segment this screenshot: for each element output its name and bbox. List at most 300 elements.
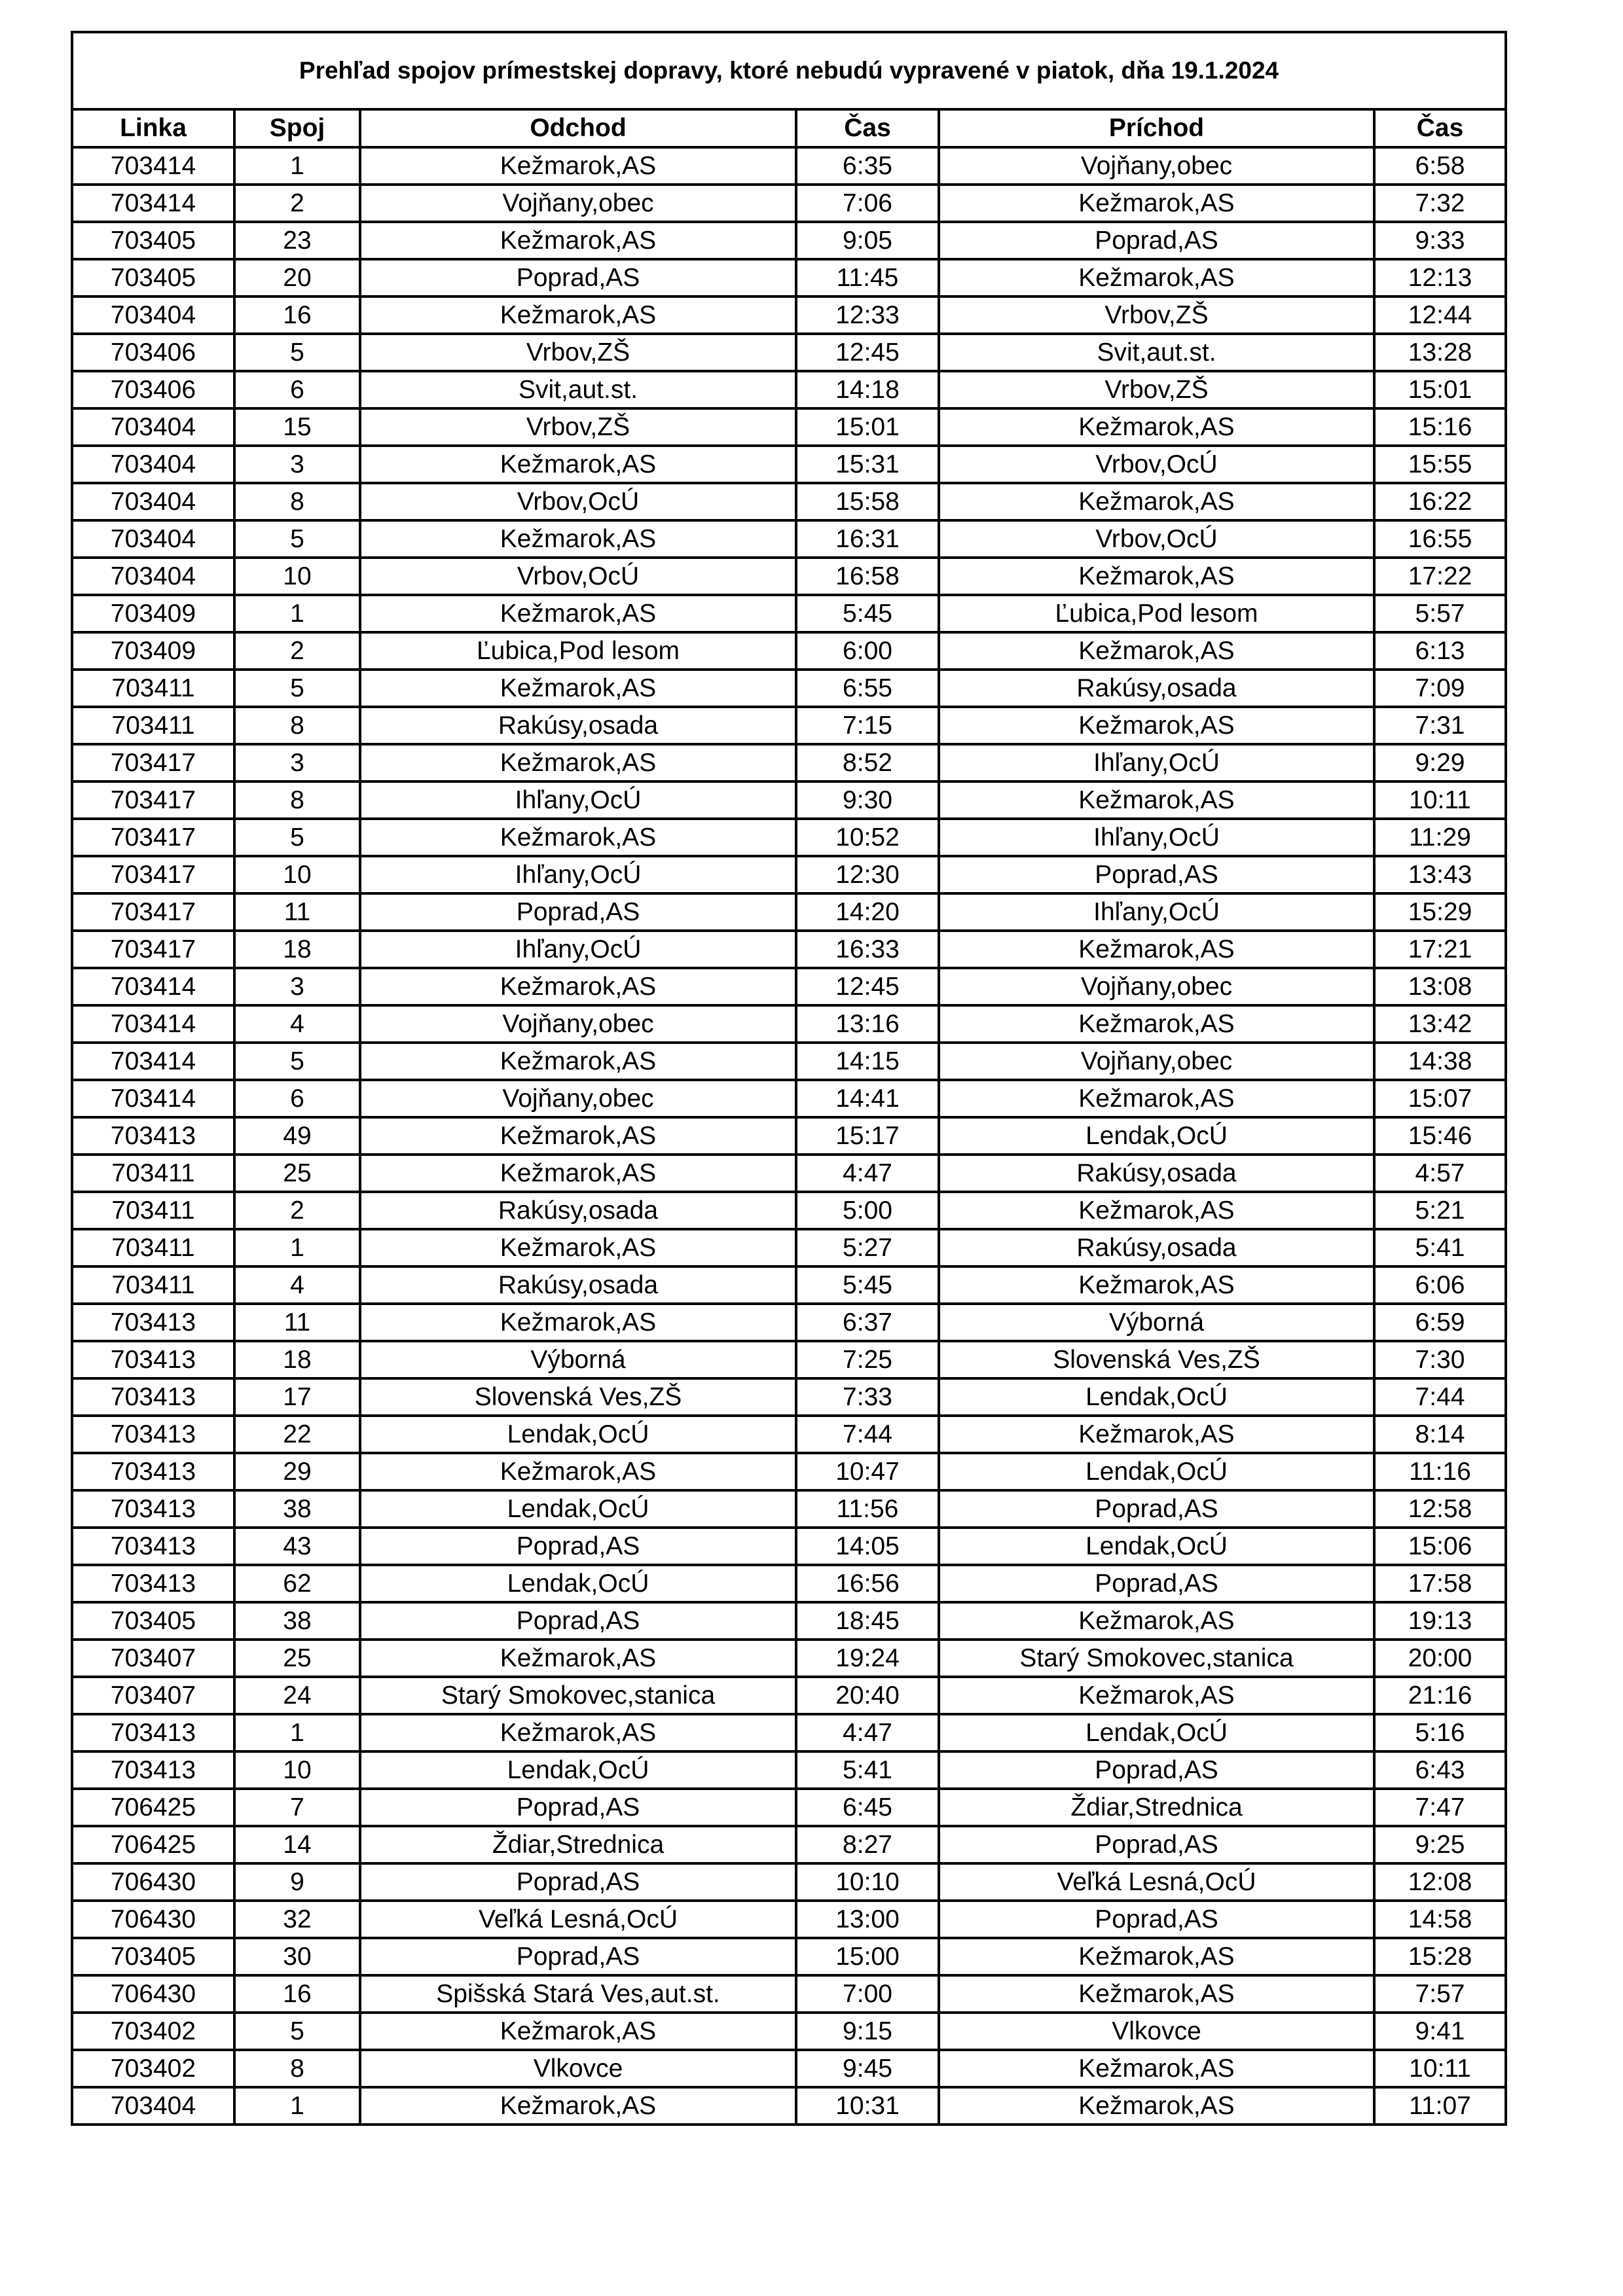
departure-time-cell: 4:47 (796, 1714, 939, 1751)
departure-stop-cell: Starý Smokovec,stanica (360, 1677, 796, 1714)
arrival-time-cell: 17:22 (1374, 558, 1506, 595)
linka-cell: 703411 (72, 1266, 234, 1304)
spoj-cell: 11 (234, 1304, 360, 1341)
arrival-time-cell: 12:44 (1374, 296, 1506, 334)
spoj-cell: 38 (234, 1602, 360, 1640)
arrival-stop-cell: Vlkovce (939, 2013, 1374, 2050)
linka-cell: 703414 (72, 1043, 234, 1080)
linka-cell: 703404 (72, 408, 234, 446)
table-row (72, 1528, 1506, 1565)
spoj-cell: 1 (234, 595, 360, 632)
departure-time-cell: 10:47 (796, 1453, 939, 1490)
table-row (72, 1155, 1506, 1192)
linka-cell: 703409 (72, 632, 234, 670)
departure-time-cell: 8:27 (796, 1826, 939, 1863)
linka-cell: 703414 (72, 185, 234, 222)
departure-stop-cell: Kežmarok,AS (360, 1117, 796, 1155)
departure-time-cell: 8:52 (796, 744, 939, 781)
departure-stop-cell: Ždiar,Strednica (360, 1826, 796, 1863)
arrival-time-cell: 9:29 (1374, 744, 1506, 781)
departure-time-cell: 14:20 (796, 893, 939, 931)
departure-time-cell: 5:45 (796, 595, 939, 632)
departure-time-cell: 9:15 (796, 2013, 939, 2050)
linka-cell: 703411 (72, 670, 234, 707)
arrival-time-cell: 6:06 (1374, 1266, 1506, 1304)
table-row (72, 147, 1506, 185)
departure-time-cell: 10:52 (796, 819, 939, 856)
table-row (72, 446, 1506, 483)
arrival-time-cell: 12:58 (1374, 1490, 1506, 1528)
departure-stop-cell: Spišská Stará Ves,aut.st. (360, 1975, 796, 2013)
spoj-cell: 10 (234, 558, 360, 595)
departure-stop-cell: Vojňany,obec (360, 1005, 796, 1043)
table-row (72, 781, 1506, 819)
linka-cell: 703414 (72, 147, 234, 185)
arrival-time-cell: 5:57 (1374, 595, 1506, 632)
departure-stop-cell: Kežmarok,AS (360, 2013, 796, 2050)
arrival-time-cell: 8:14 (1374, 1416, 1506, 1453)
spoj-cell: 1 (234, 147, 360, 185)
departure-time-cell: 14:41 (796, 1080, 939, 1117)
table-row (72, 1490, 1506, 1528)
table-row (72, 2013, 1506, 2050)
departure-time-cell: 9:05 (796, 222, 939, 259)
arrival-time-cell: 15:28 (1374, 1938, 1506, 1975)
spoj-cell: 25 (234, 1155, 360, 1192)
arrival-stop-cell: Lendak,OcÚ (939, 1453, 1374, 1490)
departure-time-cell: 11:56 (796, 1490, 939, 1528)
arrival-time-cell: 7:30 (1374, 1341, 1506, 1378)
departure-stop-cell: Lendak,OcÚ (360, 1751, 796, 1789)
table-row (72, 1378, 1506, 1416)
table-row (72, 1938, 1506, 1975)
departure-time-cell: 14:18 (796, 371, 939, 408)
arrival-stop-cell: Kežmarok,AS (939, 483, 1374, 520)
departure-stop-cell: Kežmarok,AS (360, 595, 796, 632)
departure-time-cell: 7:33 (796, 1378, 939, 1416)
arrival-stop-cell: Výborná (939, 1304, 1374, 1341)
table-row (72, 632, 1506, 670)
departure-time-cell: 12:45 (796, 334, 939, 371)
departure-stop-cell: Poprad,AS (360, 1789, 796, 1826)
arrival-time-cell: 9:25 (1374, 1826, 1506, 1863)
departure-time-cell: 10:10 (796, 1863, 939, 1901)
arrival-time-cell: 15:16 (1374, 408, 1506, 446)
title-row (72, 32, 1506, 109)
arrival-stop-cell: Kežmarok,AS (939, 1192, 1374, 1229)
spoj-cell: 16 (234, 1975, 360, 2013)
departure-stop-cell: Vlkovce (360, 2050, 796, 2087)
spoj-cell: 10 (234, 856, 360, 893)
arrival-time-cell: 17:58 (1374, 1565, 1506, 1602)
arrival-stop-cell: Svit,aut.st. (939, 334, 1374, 371)
arrival-stop-cell: Lendak,OcÚ (939, 1714, 1374, 1751)
departure-stop-cell: Vrbov,OcÚ (360, 558, 796, 595)
departure-stop-cell: Vojňany,obec (360, 185, 796, 222)
spoj-cell: 7 (234, 1789, 360, 1826)
departure-time-cell: 16:58 (796, 558, 939, 595)
departure-time-cell: 15:17 (796, 1117, 939, 1155)
arrival-stop-cell: Lendak,OcÚ (939, 1378, 1374, 1416)
schedule-sheet (71, 31, 1504, 2126)
spoj-cell: 20 (234, 259, 360, 296)
column-header-spoj: Spoj (234, 109, 360, 147)
arrival-stop-cell: Kežmarok,AS (939, 1416, 1374, 1453)
table-row (72, 483, 1506, 520)
linka-cell: 703404 (72, 2087, 234, 2125)
departure-stop-cell: Kežmarok,AS (360, 1304, 796, 1341)
linka-cell: 703413 (72, 1565, 234, 1602)
linka-cell: 703413 (72, 1117, 234, 1155)
table-row (72, 408, 1506, 446)
linka-cell: 703404 (72, 483, 234, 520)
linka-cell: 703406 (72, 334, 234, 371)
arrival-stop-cell: Vojňany,obec (939, 147, 1374, 185)
arrival-stop-cell: Kežmarok,AS (939, 1975, 1374, 2013)
linka-cell: 703404 (72, 296, 234, 334)
table-row (72, 1640, 1506, 1677)
linka-cell: 703405 (72, 1602, 234, 1640)
linka-cell: 703405 (72, 259, 234, 296)
spoj-cell: 8 (234, 2050, 360, 2087)
arrival-stop-cell: Kežmarok,AS (939, 1005, 1374, 1043)
departure-stop-cell: Ľubica,Pod lesom (360, 632, 796, 670)
linka-cell: 703405 (72, 222, 234, 259)
departure-time-cell: 6:45 (796, 1789, 939, 1826)
arrival-stop-cell: Ľubica,Pod lesom (939, 595, 1374, 632)
spoj-cell: 24 (234, 1677, 360, 1714)
linka-cell: 703413 (72, 1751, 234, 1789)
departure-stop-cell: Kežmarok,AS (360, 819, 796, 856)
departure-time-cell: 5:41 (796, 1751, 939, 1789)
departure-stop-cell: Kežmarok,AS (360, 670, 796, 707)
departure-stop-cell: Kežmarok,AS (360, 1640, 796, 1677)
document-title: Prehľad spojov prímestskej dopravy, ktoré nebudú vypravené v piatok, dňa 19.1.2024 (72, 32, 1506, 109)
departure-stop-cell: Poprad,AS (360, 893, 796, 931)
linka-cell: 703414 (72, 1080, 234, 1117)
departure-time-cell: 19:24 (796, 1640, 939, 1677)
departure-time-cell: 12:45 (796, 968, 939, 1005)
arrival-stop-cell: Kežmarok,AS (939, 1938, 1374, 1975)
linka-cell: 703411 (72, 707, 234, 744)
departure-stop-cell: Kežmarok,AS (360, 1043, 796, 1080)
linka-cell: 703404 (72, 446, 234, 483)
arrival-time-cell: 21:16 (1374, 1677, 1506, 1714)
departure-stop-cell: Vrbov,ZŠ (360, 334, 796, 371)
table-row (72, 1416, 1506, 1453)
linka-cell: 703407 (72, 1640, 234, 1677)
departure-time-cell: 4:47 (796, 1155, 939, 1192)
departure-time-cell: 7:00 (796, 1975, 939, 2013)
linka-cell: 706430 (72, 1975, 234, 2013)
table-body (72, 147, 1506, 2125)
table-row (72, 2087, 1506, 2125)
table-row (72, 670, 1506, 707)
table-row (72, 296, 1506, 334)
departure-stop-cell: Kežmarok,AS (360, 296, 796, 334)
departure-stop-cell: Veľká Lesná,OcÚ (360, 1901, 796, 1938)
table-row (72, 819, 1506, 856)
departure-time-cell: 16:33 (796, 931, 939, 968)
spoj-cell: 8 (234, 707, 360, 744)
arrival-stop-cell: Kežmarok,AS (939, 185, 1374, 222)
linka-cell: 703405 (72, 1938, 234, 1975)
linka-cell: 703417 (72, 893, 234, 931)
departure-time-cell: 5:45 (796, 1266, 939, 1304)
table-row (72, 931, 1506, 968)
departure-stop-cell: Lendak,OcÚ (360, 1565, 796, 1602)
arrival-time-cell: 11:07 (1374, 2087, 1506, 2125)
spoj-cell: 2 (234, 185, 360, 222)
arrival-stop-cell: Poprad,AS (939, 1826, 1374, 1863)
spoj-cell: 3 (234, 446, 360, 483)
departure-stop-cell: Kežmarok,AS (360, 1453, 796, 1490)
table-row (72, 968, 1506, 1005)
table-row (72, 1789, 1506, 1826)
spoj-cell: 9 (234, 1863, 360, 1901)
arrival-stop-cell: Slovenská Ves,ZŠ (939, 1341, 1374, 1378)
departure-time-cell: 14:05 (796, 1528, 939, 1565)
spoj-cell: 1 (234, 2087, 360, 2125)
spoj-cell: 25 (234, 1640, 360, 1677)
departure-time-cell: 5:27 (796, 1229, 939, 1266)
departure-stop-cell: Slovenská Ves,ZŠ (360, 1378, 796, 1416)
departure-time-cell: 16:31 (796, 520, 939, 558)
departure-stop-cell: Kežmarok,AS (360, 446, 796, 483)
arrival-time-cell: 14:38 (1374, 1043, 1506, 1080)
arrival-time-cell: 17:21 (1374, 931, 1506, 968)
linka-cell: 703411 (72, 1192, 234, 1229)
arrival-stop-cell: Poprad,AS (939, 1490, 1374, 1528)
arrival-time-cell: 13:28 (1374, 334, 1506, 371)
departure-stop-cell: Kežmarok,AS (360, 520, 796, 558)
departure-time-cell: 9:45 (796, 2050, 939, 2087)
table-row (72, 1751, 1506, 1789)
departure-time-cell: 15:31 (796, 446, 939, 483)
table-row (72, 1266, 1506, 1304)
arrival-stop-cell: Poprad,AS (939, 222, 1374, 259)
arrival-time-cell: 7:09 (1374, 670, 1506, 707)
arrival-time-cell: 13:08 (1374, 968, 1506, 1005)
arrival-time-cell: 5:16 (1374, 1714, 1506, 1751)
departure-stop-cell: Ihľany,OcÚ (360, 856, 796, 893)
arrival-stop-cell: Vrbov,ZŠ (939, 371, 1374, 408)
departure-time-cell: 10:31 (796, 2087, 939, 2125)
arrival-time-cell: 7:31 (1374, 707, 1506, 744)
spoj-cell: 32 (234, 1901, 360, 1938)
arrival-time-cell: 7:47 (1374, 1789, 1506, 1826)
departure-time-cell: 16:56 (796, 1565, 939, 1602)
arrival-time-cell: 14:58 (1374, 1901, 1506, 1938)
departure-stop-cell: Svit,aut.st. (360, 371, 796, 408)
linka-cell: 703413 (72, 1453, 234, 1490)
spoj-cell: 23 (234, 222, 360, 259)
header-row (72, 109, 1506, 147)
arrival-stop-cell: Lendak,OcÚ (939, 1117, 1374, 1155)
departure-stop-cell: Poprad,AS (360, 1602, 796, 1640)
arrival-stop-cell: Kežmarok,AS (939, 408, 1374, 446)
arrival-stop-cell: Vrbov,OcÚ (939, 446, 1374, 483)
table-row (72, 744, 1506, 781)
arrival-stop-cell: Vrbov,OcÚ (939, 520, 1374, 558)
arrival-stop-cell: Rakúsy,osada (939, 1155, 1374, 1192)
arrival-stop-cell: Kežmarok,AS (939, 931, 1374, 968)
spoj-cell: 15 (234, 408, 360, 446)
arrival-time-cell: 16:55 (1374, 520, 1506, 558)
departure-stop-cell: Rakúsy,osada (360, 707, 796, 744)
departure-time-cell: 13:00 (796, 1901, 939, 1938)
column-header-arrival-time: Čas (1374, 109, 1506, 147)
table-row (72, 334, 1506, 371)
linka-cell: 703413 (72, 1528, 234, 1565)
table-row (72, 856, 1506, 893)
arrival-stop-cell: Vojňany,obec (939, 1043, 1374, 1080)
linka-cell: 703411 (72, 1155, 234, 1192)
departure-time-cell: 18:45 (796, 1602, 939, 1640)
arrival-stop-cell: Poprad,AS (939, 1565, 1374, 1602)
arrival-time-cell: 5:41 (1374, 1229, 1506, 1266)
departure-time-cell: 9:30 (796, 781, 939, 819)
column-header-departure-time: Čas (796, 109, 939, 147)
spoj-cell: 43 (234, 1528, 360, 1565)
departure-stop-cell: Vojňany,obec (360, 1080, 796, 1117)
cancelled-connections-table (71, 31, 1507, 2126)
departure-stop-cell: Rakúsy,osada (360, 1192, 796, 1229)
arrival-time-cell: 20:00 (1374, 1640, 1506, 1677)
arrival-time-cell: 15:55 (1374, 446, 1506, 483)
table-row (72, 558, 1506, 595)
table-row (72, 1080, 1506, 1117)
arrival-time-cell: 10:11 (1374, 2050, 1506, 2087)
departure-time-cell: 6:35 (796, 147, 939, 185)
arrival-time-cell: 15:01 (1374, 371, 1506, 408)
departure-stop-cell: Lendak,OcÚ (360, 1416, 796, 1453)
linka-cell: 703404 (72, 520, 234, 558)
table-row (72, 1714, 1506, 1751)
arrival-time-cell: 6:43 (1374, 1751, 1506, 1789)
spoj-cell: 8 (234, 483, 360, 520)
table-row (72, 1826, 1506, 1863)
departure-stop-cell: Kežmarok,AS (360, 222, 796, 259)
table-row (72, 1602, 1506, 1640)
arrival-stop-cell: Poprad,AS (939, 1901, 1374, 1938)
table-row (72, 1565, 1506, 1602)
arrival-stop-cell: Vojňany,obec (939, 968, 1374, 1005)
arrival-stop-cell: Kežmarok,AS (939, 1602, 1374, 1640)
departure-stop-cell: Poprad,AS (360, 1863, 796, 1901)
table-row (72, 222, 1506, 259)
arrival-stop-cell: Kežmarok,AS (939, 707, 1374, 744)
table-row (72, 1043, 1506, 1080)
departure-time-cell: 13:16 (796, 1005, 939, 1043)
spoj-cell: 49 (234, 1117, 360, 1155)
arrival-time-cell: 12:08 (1374, 1863, 1506, 1901)
spoj-cell: 17 (234, 1378, 360, 1416)
spoj-cell: 30 (234, 1938, 360, 1975)
departure-stop-cell: Poprad,AS (360, 259, 796, 296)
column-header-odchod: Odchod (360, 109, 796, 147)
linka-cell: 706430 (72, 1863, 234, 1901)
departure-stop-cell: Kežmarok,AS (360, 744, 796, 781)
departure-stop-cell: Kežmarok,AS (360, 1155, 796, 1192)
column-header-prichod: Príchod (939, 109, 1374, 147)
linka-cell: 703407 (72, 1677, 234, 1714)
departure-time-cell: 7:15 (796, 707, 939, 744)
table-row (72, 185, 1506, 222)
arrival-stop-cell: Poprad,AS (939, 856, 1374, 893)
linka-cell: 703404 (72, 558, 234, 595)
spoj-cell: 3 (234, 968, 360, 1005)
linka-cell: 703413 (72, 1378, 234, 1416)
arrival-time-cell: 15:07 (1374, 1080, 1506, 1117)
arrival-stop-cell: Ihľany,OcÚ (939, 819, 1374, 856)
spoj-cell: 38 (234, 1490, 360, 1528)
spoj-cell: 62 (234, 1565, 360, 1602)
spoj-cell: 6 (234, 1080, 360, 1117)
table-row (72, 1453, 1506, 1490)
table-row (72, 707, 1506, 744)
arrival-time-cell: 15:06 (1374, 1528, 1506, 1565)
spoj-cell: 4 (234, 1266, 360, 1304)
arrival-time-cell: 15:46 (1374, 1117, 1506, 1155)
linka-cell: 703413 (72, 1304, 234, 1341)
linka-cell: 703402 (72, 2013, 234, 2050)
table-row (72, 1304, 1506, 1341)
arrival-stop-cell: Ihľany,OcÚ (939, 744, 1374, 781)
arrival-stop-cell: Rakúsy,osada (939, 670, 1374, 707)
departure-time-cell: 11:45 (796, 259, 939, 296)
table-row (72, 1192, 1506, 1229)
arrival-time-cell: 9:41 (1374, 2013, 1506, 2050)
table-row (72, 2050, 1506, 2087)
arrival-stop-cell: Kežmarok,AS (939, 558, 1374, 595)
linka-cell: 703413 (72, 1714, 234, 1751)
arrival-stop-cell: Kežmarok,AS (939, 1677, 1374, 1714)
spoj-cell: 5 (234, 670, 360, 707)
departure-time-cell: 20:40 (796, 1677, 939, 1714)
spoj-cell: 22 (234, 1416, 360, 1453)
arrival-time-cell: 11:16 (1374, 1453, 1506, 1490)
arrival-stop-cell: Kežmarok,AS (939, 2087, 1374, 2125)
table-row (72, 371, 1506, 408)
arrival-stop-cell: Starý Smokovec,stanica (939, 1640, 1374, 1677)
departure-time-cell: 6:37 (796, 1304, 939, 1341)
arrival-time-cell: 9:33 (1374, 222, 1506, 259)
arrival-stop-cell: Kežmarok,AS (939, 1266, 1374, 1304)
spoj-cell: 16 (234, 296, 360, 334)
arrival-stop-cell: Kežmarok,AS (939, 632, 1374, 670)
departure-stop-cell: Kežmarok,AS (360, 1714, 796, 1751)
table-row (72, 1677, 1506, 1714)
departure-stop-cell: Kežmarok,AS (360, 2087, 796, 2125)
departure-time-cell: 15:00 (796, 1938, 939, 1975)
departure-stop-cell: Poprad,AS (360, 1938, 796, 1975)
linka-cell: 703417 (72, 819, 234, 856)
table-row (72, 1901, 1506, 1938)
departure-time-cell: 6:00 (796, 632, 939, 670)
arrival-time-cell: 6:58 (1374, 147, 1506, 185)
spoj-cell: 6 (234, 371, 360, 408)
linka-cell: 703402 (72, 2050, 234, 2087)
table-row (72, 893, 1506, 931)
arrival-time-cell: 7:44 (1374, 1378, 1506, 1416)
spoj-cell: 5 (234, 334, 360, 371)
departure-stop-cell: Rakúsy,osada (360, 1266, 796, 1304)
arrival-time-cell: 11:29 (1374, 819, 1506, 856)
departure-time-cell: 7:06 (796, 185, 939, 222)
spoj-cell: 1 (234, 1714, 360, 1751)
linka-cell: 703413 (72, 1416, 234, 1453)
